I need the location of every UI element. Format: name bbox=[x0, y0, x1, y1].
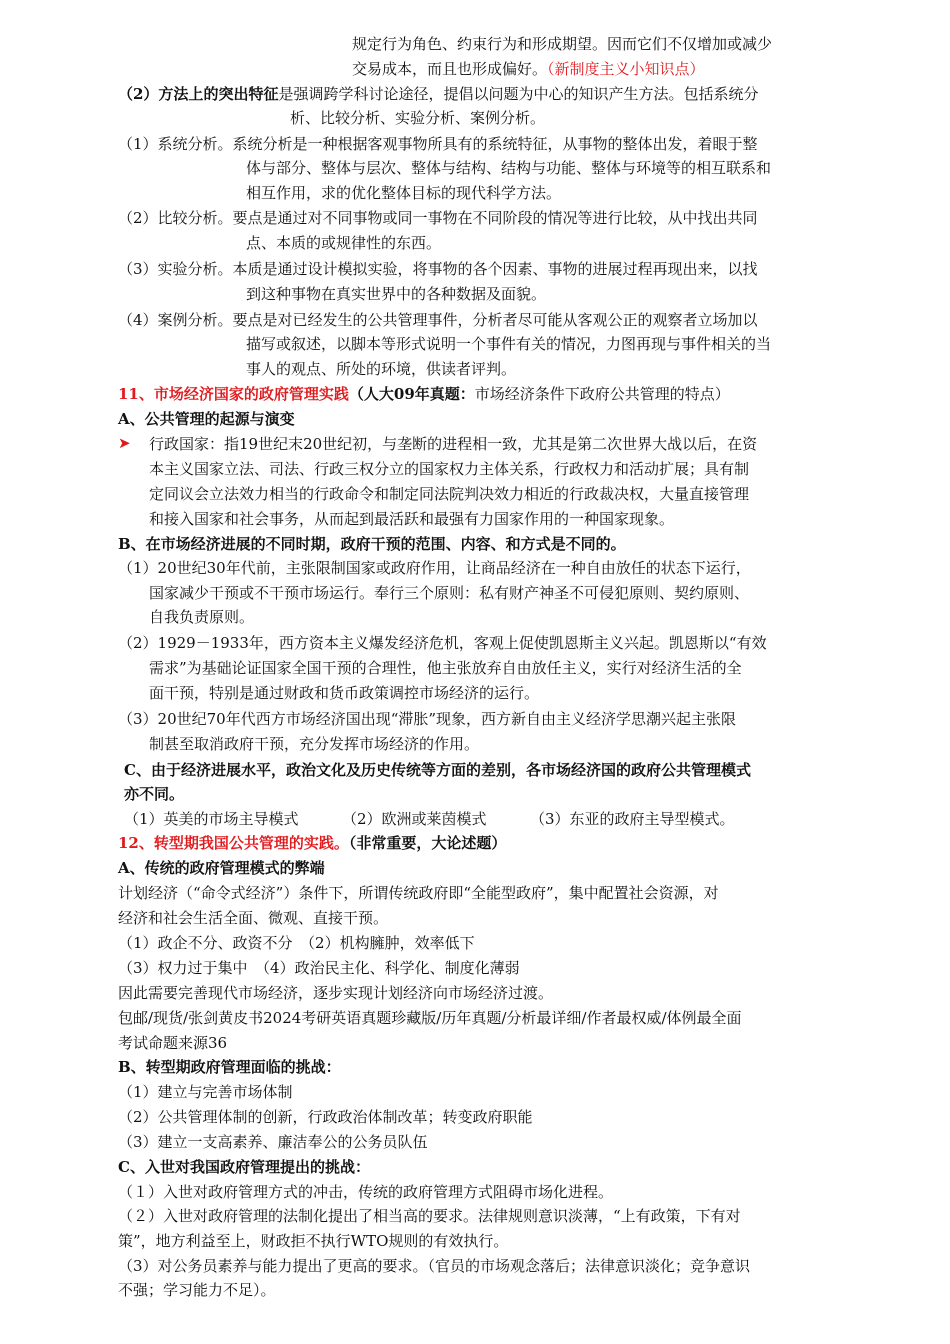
subsection-heading: C、由于经济进展水平，政治文化及历史传统等方面的差别，各市场经济国的政府公共管理模式 bbox=[124, 761, 751, 779]
subsection-heading: A、公共管理的起源与演变 bbox=[118, 410, 295, 428]
text-line: 描写或叙述，以脚本等形式说明一个事件有关的情况，力图再现与事件相关的当 bbox=[246, 335, 772, 353]
text-line: （1）建立与完善市场体制 bbox=[118, 1083, 293, 1101]
text-span: （人大09年真题： bbox=[348, 385, 475, 403]
text-line: 事人的观点、所处的环境，供读者评判。 bbox=[246, 360, 517, 378]
subsection-heading: C、入世对我国政府管理提出的挑战： bbox=[118, 1158, 370, 1176]
text-line: 经济和社会生活全面、微观、直接干预。 bbox=[118, 909, 389, 927]
text-line: 本主义国家立法、司法、行政三权分立的国家权力主体关系，行政权力和活动扩展；具有制 bbox=[149, 460, 750, 478]
text-line: 析、比较分析、实验分析、案例分析。 bbox=[290, 109, 546, 127]
text-span: （非常重要，大论述题） bbox=[348, 834, 507, 852]
subsection-heading: B、转型期政府管理面临的挑战： bbox=[118, 1058, 341, 1076]
text-line: 规定行为角色、约束行为和形成期望。因而它们不仅增加或减少 bbox=[352, 35, 773, 53]
text-line: 相互作用，求的优化整体目标的现代科学方法。 bbox=[246, 184, 562, 202]
subsection-heading: B、在市场经济进展的不同时期，政府干预的范围、内容、和方式是不同的。 bbox=[118, 535, 626, 553]
text-line: 体与部分、整体与层次、整体与结构、结构与功能、整体与环境等的相互联系和 bbox=[246, 159, 772, 177]
text-line: （4）案例分析。要点是对已经发生的公共管理事件，分析者尽可能从客观公正的观察者立场加以 bbox=[118, 311, 758, 329]
text-line: （２）入世对政府管理的法制化提出了相当高的要求。法律规则意识淡薄，“上有政策，下有对 bbox=[118, 1207, 741, 1225]
note-red: （新制度主义小知识点） bbox=[547, 60, 705, 78]
text-line: 国家减少干预或不干预市场运行。奉行三个原则：私有财产神圣不可侵犯原则、契约原则、 bbox=[149, 584, 750, 602]
text-line: 行政国家：指19世纪末20世纪初，与垄断的进程相一致，尤其是第二次世界大战以后，在资 bbox=[149, 435, 758, 453]
text-line: 定同议会立法效力相当的行政命令和制定同法院判决效力相近的行政裁决权，大量直接管理 bbox=[149, 485, 750, 503]
text-line: （2）公共管理体制的创新，行政政治体制改革；转变政府职能 bbox=[118, 1108, 533, 1126]
text-line: 点、本质的或规律性的东西。 bbox=[246, 234, 442, 252]
text-line: 面干预，特别是通过财政和货币政策调控市场经济的运行。 bbox=[149, 684, 540, 702]
text-line bbox=[352, 59, 705, 79]
text-line: （1）系统分析。系统分析是一种根据客观事物所具有的系统特征，从事物的整体出发，着眼于整 bbox=[118, 135, 758, 153]
text-span: 交易成本，而且也形成偏好。 bbox=[352, 60, 548, 78]
section-11-heading bbox=[118, 384, 730, 404]
section-12-heading bbox=[118, 833, 506, 853]
text-line: （1）20世纪30年代前，主张限制国家或政府作用，让商品经济在一种自由放任的状态下运行， bbox=[118, 559, 751, 577]
arrow-bullet-icon: ➤ bbox=[118, 434, 131, 452]
text-span: 市场经济条件下政府公共管理的特点） bbox=[474, 385, 730, 403]
text-line: 计划经济（“命令式经济”）条件下，所谓传统政府即“全能型政府”，集中配置社会资源，对 bbox=[118, 884, 719, 902]
section-title: 12、转型期我国公共管理的实践。 bbox=[118, 834, 349, 852]
text-line: 策”，地方利益至上，财政拒不执行WTO规则的有效执行。 bbox=[118, 1232, 509, 1250]
text-line: 需求”为基础论证国家全国干预的合理性，他主张放弃自由放任主义，实行对经济生活的全 bbox=[149, 659, 742, 677]
text-line: 包邮/现货/张剑黄皮书2024考研英语真题珍藏版/历年真题/分析最详细/作者最权威/体例最全面 bbox=[118, 1009, 742, 1027]
text-line: 和接入国家和社会事务，从而起到最活跃和最强有力国家作用的一种国家现象。 bbox=[149, 510, 675, 528]
text-line: （１）入世对政府管理方式的冲击，传统的政府管理方式阻碍市场化进程。 bbox=[118, 1183, 614, 1201]
section-title: 11、市场经济国家的政府管理实践 bbox=[118, 385, 349, 403]
text-line: （3）实验分析。本质是通过设计模拟实验，将事物的各个因素、事物的进展过程再现出来，以找 bbox=[118, 260, 758, 278]
text-line: 制甚至取消政府干预，充分发挥市场经济的作用。 bbox=[149, 735, 480, 753]
text-line: 不强；学习能力不足）。 bbox=[118, 1281, 276, 1299]
text-line: 考试命题来源36 bbox=[118, 1034, 228, 1052]
text-line: （3）对公务员素养与能力提出了更高的要求。（官员的市场观念落后；法律意识淡化；竞争意识 bbox=[118, 1257, 751, 1275]
text-line: 到这种事物在真实世界中的各种数据及面貌。 bbox=[246, 285, 547, 303]
method-label: （2）方法上的突出特征 bbox=[118, 85, 279, 103]
text-line: （3）20世纪70年代西方市场经济国出现“滞胀”现象，西方新自由主义经济学思潮兴起主张限 bbox=[118, 710, 737, 728]
text-line: （2）比较分析。要点是通过对不同事物或同一事物在不同阶段的情况等进行比较，从中找出共同 bbox=[118, 209, 758, 227]
mode-item: （2）欧洲或莱茵模式 bbox=[342, 810, 487, 828]
mode-item: （3）东亚的政府主导型模式。 bbox=[530, 810, 735, 828]
text-line: 自我负责原则。 bbox=[149, 608, 255, 626]
mode-item: （1）英美的市场主导模式 bbox=[124, 810, 299, 828]
text-line bbox=[118, 84, 758, 104]
subsection-heading: 亦不同。 bbox=[124, 785, 185, 803]
text-span: 是强调跨学科讨论途径，提倡以问题为中心的知识产生方法。包括系统分 bbox=[278, 85, 759, 103]
text-line: （3）建立一支高素养、廉洁奉公的公务员队伍 bbox=[118, 1133, 428, 1151]
text-line: （2）1929－1933年，西方资本主义爆发经济危机，客观上促使凯恩斯主义兴起。凯恩斯以“有效 bbox=[118, 634, 767, 652]
subsection-heading: A、传统的政府管理模式的弊端 bbox=[118, 859, 325, 877]
text-line: （1）政企不分、政资不分 （2）机构臃肿，效率低下 bbox=[118, 934, 475, 952]
text-line: 因此需要完善现代市场经济，逐步实现计划经济向市场经济过渡。 bbox=[118, 984, 554, 1002]
text-line: （3）权力过于集中 （4）政治民主化、科学化、制度化薄弱 bbox=[118, 959, 520, 977]
